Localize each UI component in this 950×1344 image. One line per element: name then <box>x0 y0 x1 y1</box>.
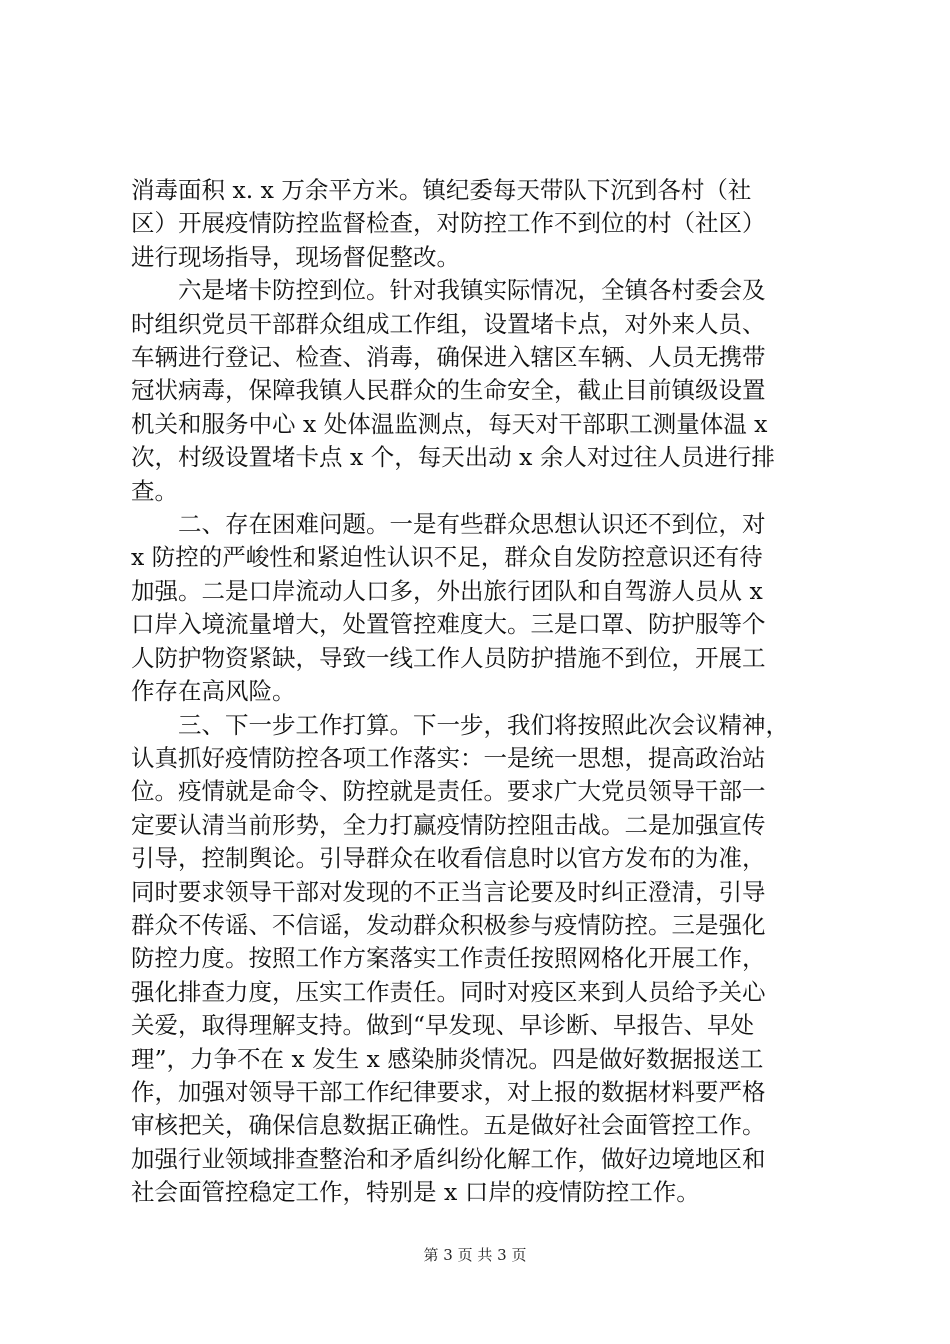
paragraph-line: 群众不传谣、不信谣，发动群众积极参与疫情防控。三是强化 <box>131 910 766 939</box>
paragraph-line: 位。疫情就是命令、防控就是责任。要求广大党员领导干部一 <box>131 777 766 806</box>
paragraph-line: 作，加强对领导干部工作纪律要求，对上报的数据材料要严格 <box>131 1077 766 1106</box>
paragraph-line: 三、下一步工作打算。下一步，我们将按照此次会议精神， <box>178 710 789 739</box>
paragraph-line: 查。 <box>131 476 178 505</box>
paragraph-line: 加强。二是口岸流动人口多，外出旅行团队和自驾游人员从 x <box>131 576 763 605</box>
paragraph-line: 冠状病毒，保障我镇人民群众的生命安全，截止目前镇级设置 <box>131 376 766 405</box>
paragraph-line: 定要认清当前形势，全力打赢疫情防控阻击战。二是加强宣传 <box>131 810 766 839</box>
paragraph-line: 机关和服务中心 x 处体温监测点，每天对干部职工测量体温 x <box>131 409 768 438</box>
paragraph-line: 理”，力争不在 x 发生 x 感染肺炎情况。四是做好数据报送工 <box>131 1044 764 1073</box>
body-paragraph <box>131 174 831 274</box>
paragraph-line: 次，村级设置堵卡点 x 个，每天出动 x 余人对过往人员进行排 <box>131 443 775 472</box>
paragraph-line: 消毒面积 x. x 万余平方米。镇纪委每天带队下沉到各村（社 <box>131 176 752 204</box>
document-body <box>131 174 831 1210</box>
paragraph-line: 作存在高风险。 <box>131 677 296 706</box>
body-paragraph <box>131 709 831 1210</box>
paragraph-line: 六是堵卡防控到位。针对我镇实际情况，全镇各村委会及 <box>178 276 766 305</box>
page-footer: 第 3 页 共 3 页 <box>423 1246 527 1264</box>
paragraph-line: 时组织党员干部群众组成工作组，设置堵卡点，对外来人员、 <box>131 309 766 338</box>
paragraph-line: 人防护物资紧缺，导致一线工作人员防护措施不到位，开展工 <box>131 643 766 672</box>
paragraph-line: 进行现场指导，现场督促整改。 <box>131 242 460 271</box>
paragraph-line: 区）开展疫情防控监督检查，对防控工作不到位的村（社区） <box>131 209 766 238</box>
paragraph-line: 加强行业领域排查整治和矛盾纠纷化解工作，做好边境地区和 <box>131 1144 766 1173</box>
paragraph-line: 口岸入境流量增大，处置管控难度大。三是口罩、防护服等个 <box>131 610 766 639</box>
paragraph-line: 防控力度。按照工作方案落实工作责任按照网格化开展工作， <box>131 944 766 973</box>
paragraph-line: 审核把关，确保信息数据正确性。五是做好社会面管控工作。 <box>131 1111 766 1140</box>
paragraph-line: 强化排查力度，压实工作责任。同时对疫区来到人员给予关心 <box>131 977 766 1006</box>
paragraph-line: 车辆进行登记、检查、消毒，确保进入辖区车辆、人员无携带 <box>131 343 766 372</box>
paragraph-line: 关爱，取得理解支持。做到“早发现、早诊断、早报告、早处 <box>131 1011 755 1040</box>
paragraph-line: 同时要求领导干部对发现的不正当言论要及时纠正澄清，引导 <box>131 877 766 906</box>
body-paragraph <box>131 508 831 708</box>
paragraph-line: x 防控的严峻性和紧迫性认识不足，群众自发防控意识还有待 <box>131 543 763 572</box>
paragraph-line: 二、存在困难问题。一是有些群众思想认识还不到位，对 <box>178 510 766 539</box>
paragraph-line: 社会面管控稳定工作，特别是 x 口岸的疫情防控工作。 <box>131 1178 700 1207</box>
paragraph-line: 引导，控制舆论。引导群众在收看信息时以官方发布的为准， <box>131 844 766 873</box>
paragraph-line: 认真抓好疫情防控各项工作落实：一是统一思想，提高政治站 <box>131 743 766 772</box>
body-paragraph <box>131 274 831 508</box>
